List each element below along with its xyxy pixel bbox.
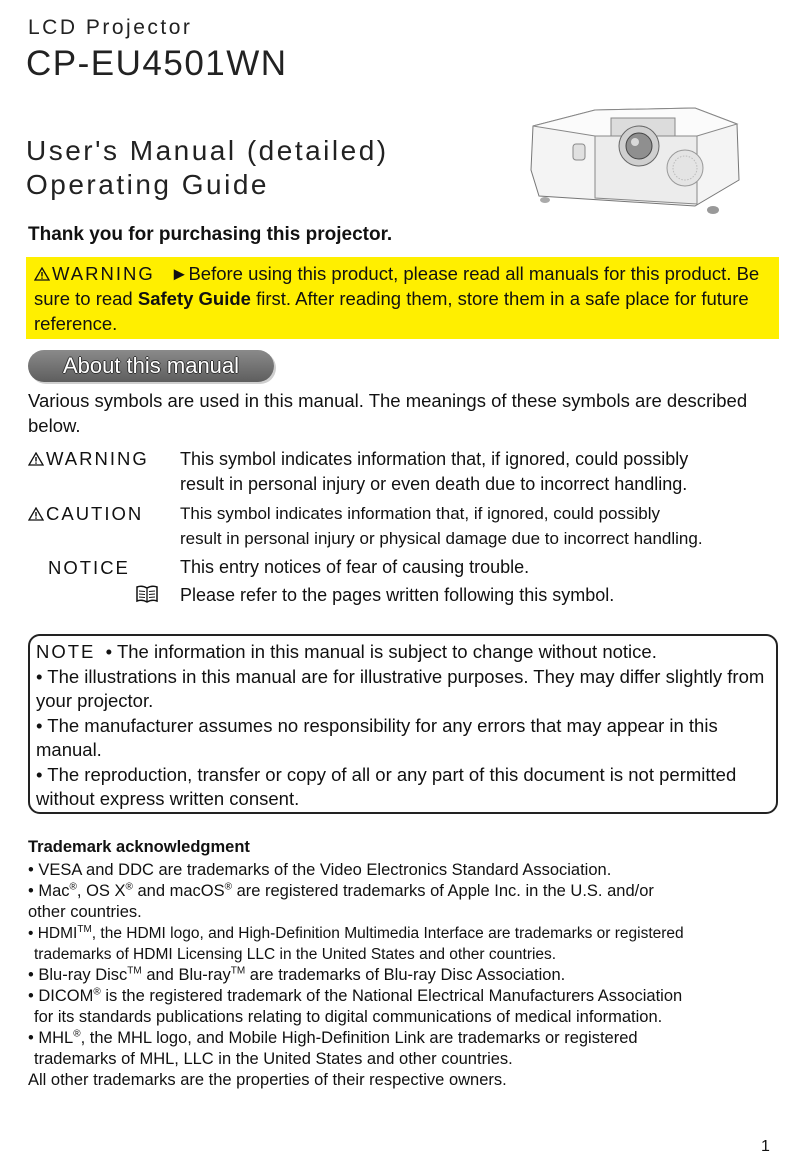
note-item: • The information in this manual is subject to change without notice. [105, 641, 657, 662]
desc-line: result in personal injury or even death due to incorrect handling. [180, 474, 688, 494]
thank-you-line: Thank you for purchasing this projector. [28, 224, 393, 245]
projector-illustration [525, 106, 747, 216]
warning-triangle-icon [28, 452, 44, 466]
symbol-notice-label: NOTICE [48, 557, 130, 578]
manual-title [26, 134, 389, 202]
note-label: NOTE [36, 641, 96, 662]
trademark-hdmi: • HDMI™, the HDMI logo, and High-Definition Multimedia Interface are trademarks or registered [28, 923, 684, 942]
warning-triangle-icon [34, 267, 50, 281]
product-type: LCD Projector [28, 16, 193, 39]
trademark-heading: Trademark acknowledgment [28, 838, 250, 856]
desc-line: result in personal injury or physical damage due to incorrect handling. [180, 529, 703, 548]
note-box [28, 634, 778, 814]
warning-arrow: ► [170, 263, 189, 284]
about-intro: Various symbols are used in this manual. The meanings of these symbols are described below. [28, 390, 748, 436]
about-section-heading [28, 350, 274, 382]
trademark-bluray: • Blu-ray Disc™ and Blu-ray™ are trademarks of Blu-ray Disc Association. [28, 965, 566, 984]
safety-guide-emphasis: Safety Guide [137, 288, 251, 309]
symbol-notice-desc: This entry notices of fear of causing trouble. [180, 557, 530, 577]
symbol-caution-desc [180, 501, 703, 551]
warning-text-end: first. After reading them, store them in a safe place for future reference. [34, 288, 749, 334]
trademark-dicom: • DICOM® is the registered trademark of the National Electrical Manufacturers Association [28, 986, 683, 1005]
note-item: • The illustrations in this manual are for illustrative purposes. They may differ slightly from your projector. [36, 665, 765, 711]
model-number: CP-EU4501WN [26, 44, 288, 83]
trademark-dicom-cont: for its standards publications relating to digital communications of medical information. [34, 1008, 663, 1026]
note-item: • The reproduction, transfer or copy of all or any part of this document is not permitted without express written consent. [36, 763, 737, 809]
symbol-warning-desc [180, 447, 688, 497]
trademark-vesa: • VESA and DDC are trademarks of the Video Electronics Standard Association. [28, 861, 612, 879]
trademark-mac-cont: other countries. [28, 903, 142, 921]
trademark-mhl: • MHL®, the MHL logo, and Mobile High-Definition Link are trademarks or registered [28, 1028, 638, 1047]
caution-triangle-icon [28, 507, 44, 521]
symbol-warning-label [28, 448, 149, 470]
trademark-footer: All other trademarks are the properties of their respective owners. [28, 1071, 507, 1089]
symbol-label-text: CAUTION [46, 503, 144, 524]
warning-box [26, 257, 779, 339]
trademark-hdmi-cont: trademarks of HDMI Licensing LLC in the United States and other countries. [34, 946, 557, 963]
warning-text: Before using this product, please read all manuals for this product. Be sure to read [34, 263, 760, 309]
page-number: 1 [761, 1138, 770, 1155]
about-heading-text: About this manual [62, 353, 240, 378]
manual-title-line2: Operating Guide [26, 169, 269, 200]
desc-line: This symbol indicates information that, if ignored, could possibly [180, 504, 661, 523]
book-icon [136, 585, 158, 603]
note-item: • The manufacturer assumes no responsibility for any errors that may appear in this manual. [36, 714, 718, 760]
symbol-label-text: WARNING [46, 448, 149, 469]
symbol-reference-desc: Please refer to the pages written following this symbol. [180, 585, 615, 605]
trademark-mhl-cont: trademarks of MHL, LLC in the United States and other countries. [34, 1050, 513, 1068]
symbol-caution-label [28, 503, 143, 525]
trademark-list [28, 860, 788, 1091]
manual-title-line1: User's Manual (detailed) [26, 135, 389, 166]
warning-label: WARNING [52, 263, 155, 284]
desc-line: This symbol indicates information that, if ignored, could possibly [180, 449, 689, 469]
trademark-mac: • Mac®, OS X® and macOS® are registered trademarks of Apple Inc. in the U.S. and/or [28, 881, 654, 900]
